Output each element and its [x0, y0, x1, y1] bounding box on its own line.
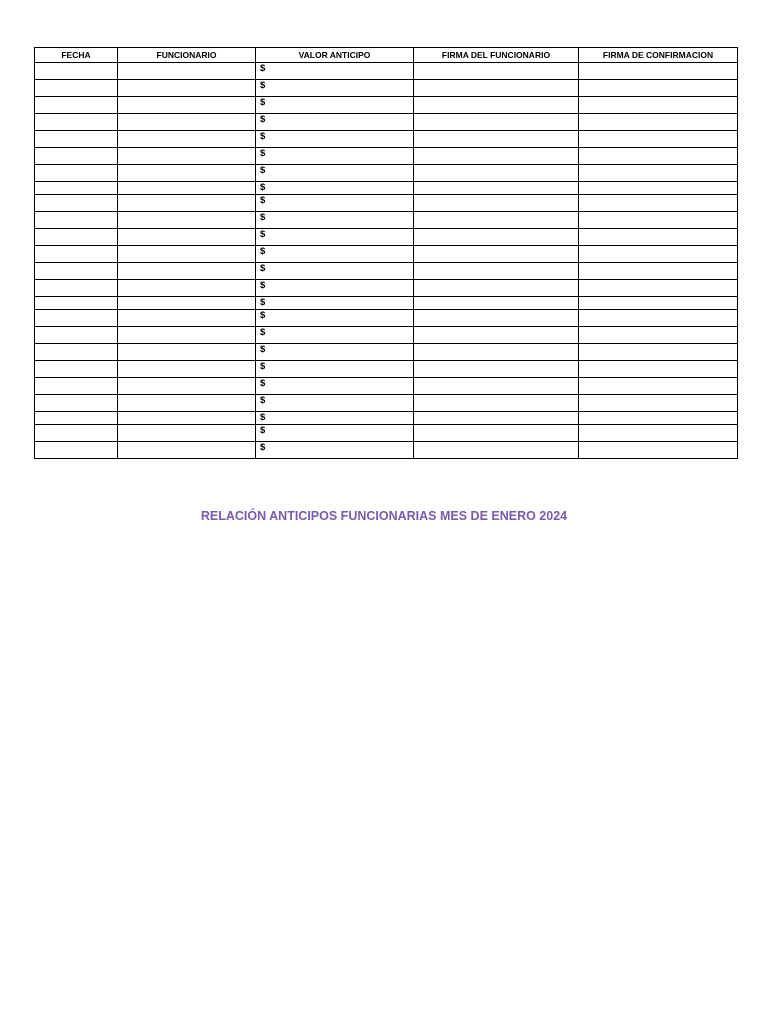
- cell-firma-confirmacion: [579, 280, 738, 297]
- cell-fecha: [35, 131, 118, 148]
- cell-firma-confirmacion: [579, 344, 738, 361]
- cell-firma-funcionario: [414, 263, 579, 280]
- cell-firma-confirmacion: [579, 310, 738, 327]
- cell-firma-funcionario: [414, 361, 579, 378]
- cell-funcionario: [118, 378, 256, 395]
- cell-valor-anticipo: $: [256, 442, 414, 459]
- cell-funcionario: [118, 344, 256, 361]
- cell-valor-anticipo: $: [256, 412, 414, 425]
- cell-valor-anticipo: $: [256, 280, 414, 297]
- cell-funcionario: [118, 442, 256, 459]
- cell-valor-anticipo: $: [256, 246, 414, 263]
- table-header-row: [35, 48, 738, 63]
- cell-funcionario: [118, 165, 256, 182]
- cell-firma-funcionario: [414, 344, 579, 361]
- cell-valor-anticipo: $: [256, 395, 414, 412]
- cell-valor-anticipo: $: [256, 344, 414, 361]
- cell-fecha: [35, 327, 118, 344]
- table-row: [35, 246, 738, 263]
- table-row: [35, 97, 738, 114]
- cell-firma-confirmacion: [579, 148, 738, 165]
- cell-fecha: [35, 395, 118, 412]
- cell-firma-funcionario: [414, 165, 579, 182]
- cell-fecha: [35, 310, 118, 327]
- cell-firma-confirmacion: [579, 442, 738, 459]
- cell-valor-anticipo: $: [256, 361, 414, 378]
- table-row: [35, 80, 738, 97]
- table-row: [35, 148, 738, 165]
- cell-firma-funcionario: [414, 195, 579, 212]
- table-row: [35, 229, 738, 246]
- cell-funcionario: [118, 395, 256, 412]
- cell-funcionario: [118, 310, 256, 327]
- cell-firma-confirmacion: [579, 195, 738, 212]
- cell-valor-anticipo: $: [256, 212, 414, 229]
- cell-firma-funcionario: [414, 212, 579, 229]
- table-row: [35, 395, 738, 412]
- cell-funcionario: [118, 229, 256, 246]
- cell-funcionario: [118, 195, 256, 212]
- cell-firma-confirmacion: [579, 212, 738, 229]
- cell-fecha: [35, 195, 118, 212]
- cell-firma-confirmacion: [579, 412, 738, 425]
- table-row: [35, 280, 738, 297]
- cell-firma-funcionario: [414, 114, 579, 131]
- cell-fecha: [35, 165, 118, 182]
- cell-fecha: [35, 246, 118, 263]
- cell-firma-funcionario: [414, 80, 579, 97]
- cell-firma-confirmacion: [579, 425, 738, 442]
- cell-firma-confirmacion: [579, 182, 738, 195]
- table-row: [35, 297, 738, 310]
- table-row: [35, 63, 738, 80]
- header-firma-confirmacion: FIRMA DE CONFIRMACION: [579, 48, 738, 63]
- cell-firma-confirmacion: [579, 165, 738, 182]
- cell-valor-anticipo: $: [256, 114, 414, 131]
- cell-valor-anticipo: $: [256, 63, 414, 80]
- cell-firma-funcionario: [414, 280, 579, 297]
- cell-firma-funcionario: [414, 182, 579, 195]
- cell-firma-confirmacion: [579, 327, 738, 344]
- table-row: [35, 442, 738, 459]
- cell-firma-funcionario: [414, 378, 579, 395]
- cell-fecha: [35, 97, 118, 114]
- cell-fecha: [35, 229, 118, 246]
- header-funcionario: FUNCIONARIO: [118, 48, 256, 63]
- cell-firma-funcionario: [414, 442, 579, 459]
- cell-valor-anticipo: $: [256, 425, 414, 442]
- cell-funcionario: [118, 114, 256, 131]
- table-row: [35, 195, 738, 212]
- cell-fecha: [35, 378, 118, 395]
- cell-valor-anticipo: $: [256, 310, 414, 327]
- cell-firma-confirmacion: [579, 80, 738, 97]
- cell-firma-confirmacion: [579, 63, 738, 80]
- cell-fecha: [35, 442, 118, 459]
- cell-firma-confirmacion: [579, 395, 738, 412]
- cell-firma-funcionario: [414, 297, 579, 310]
- document-title: RELACIÓN ANTICIPOS FUNCIONARIAS MES DE ENERO 2024: [200, 509, 568, 523]
- cell-fecha: [35, 344, 118, 361]
- table-row: [35, 344, 738, 361]
- cell-firma-confirmacion: [579, 246, 738, 263]
- cell-firma-funcionario: [414, 63, 579, 80]
- cell-firma-funcionario: [414, 131, 579, 148]
- cell-fecha: [35, 297, 118, 310]
- cell-valor-anticipo: $: [256, 131, 414, 148]
- cell-firma-funcionario: [414, 97, 579, 114]
- cell-funcionario: [118, 246, 256, 263]
- table-row: [35, 131, 738, 148]
- cell-fecha: [35, 361, 118, 378]
- table-row: [35, 263, 738, 280]
- table-row: [35, 165, 738, 182]
- table-row: [35, 114, 738, 131]
- table-row: [35, 310, 738, 327]
- cell-funcionario: [118, 97, 256, 114]
- cell-valor-anticipo: $: [256, 378, 414, 395]
- cell-firma-funcionario: [414, 246, 579, 263]
- cell-firma-funcionario: [414, 229, 579, 246]
- cell-valor-anticipo: $: [256, 297, 414, 310]
- cell-firma-funcionario: [414, 148, 579, 165]
- cell-fecha: [35, 80, 118, 97]
- cell-firma-confirmacion: [579, 378, 738, 395]
- cell-fecha: [35, 63, 118, 80]
- table-row: [35, 425, 738, 442]
- cell-valor-anticipo: $: [256, 263, 414, 280]
- table-row: [35, 361, 738, 378]
- cell-funcionario: [118, 297, 256, 310]
- advances-table: [34, 47, 738, 459]
- cell-fecha: [35, 212, 118, 229]
- cell-funcionario: [118, 425, 256, 442]
- header-fecha: FECHA: [35, 48, 118, 63]
- cell-funcionario: [118, 327, 256, 344]
- cell-valor-anticipo: $: [256, 327, 414, 344]
- cell-firma-confirmacion: [579, 229, 738, 246]
- cell-firma-confirmacion: [579, 97, 738, 114]
- table-row: [35, 412, 738, 425]
- cell-firma-funcionario: [414, 395, 579, 412]
- cell-firma-confirmacion: [579, 114, 738, 131]
- cell-funcionario: [118, 131, 256, 148]
- cell-firma-funcionario: [414, 310, 579, 327]
- table-row: [35, 212, 738, 229]
- cell-valor-anticipo: $: [256, 97, 414, 114]
- cell-firma-funcionario: [414, 327, 579, 344]
- cell-valor-anticipo: $: [256, 148, 414, 165]
- cell-funcionario: [118, 182, 256, 195]
- cell-funcionario: [118, 280, 256, 297]
- cell-firma-funcionario: [414, 412, 579, 425]
- cell-valor-anticipo: $: [256, 80, 414, 97]
- table-body: [35, 63, 738, 459]
- cell-fecha: [35, 114, 118, 131]
- cell-fecha: [35, 263, 118, 280]
- cell-fecha: [35, 148, 118, 165]
- cell-fecha: [35, 412, 118, 425]
- cell-valor-anticipo: $: [256, 195, 414, 212]
- cell-fecha: [35, 182, 118, 195]
- cell-firma-confirmacion: [579, 361, 738, 378]
- cell-firma-confirmacion: [579, 131, 738, 148]
- cell-funcionario: [118, 263, 256, 280]
- cell-funcionario: [118, 361, 256, 378]
- cell-firma-funcionario: [414, 425, 579, 442]
- cell-valor-anticipo: $: [256, 182, 414, 195]
- cell-valor-anticipo: $: [256, 165, 414, 182]
- table-row: [35, 182, 738, 195]
- cell-fecha: [35, 280, 118, 297]
- table-row: [35, 378, 738, 395]
- header-firma-funcionario: FIRMA DEL FUNCIONARIO: [414, 48, 579, 63]
- cell-funcionario: [118, 212, 256, 229]
- cell-valor-anticipo: $: [256, 229, 414, 246]
- cell-funcionario: [118, 412, 256, 425]
- cell-funcionario: [118, 80, 256, 97]
- cell-funcionario: [118, 63, 256, 80]
- cell-funcionario: [118, 148, 256, 165]
- header-valor-anticipo: VALOR ANTICIPO: [256, 48, 414, 63]
- cell-firma-confirmacion: [579, 297, 738, 310]
- cell-fecha: [35, 425, 118, 442]
- cell-firma-confirmacion: [579, 263, 738, 280]
- table-row: [35, 327, 738, 344]
